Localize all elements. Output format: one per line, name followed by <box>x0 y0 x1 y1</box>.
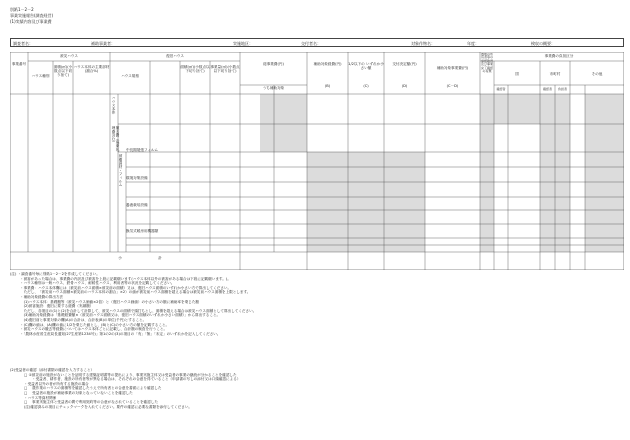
check-text: 農作業のハウスの面積等を確認したうえで所有者との合意を書面により確認した <box>28 386 162 391</box>
col-assoc-no: 事業番号 <box>11 62 27 66</box>
item-env-label: 環境対策設備 <box>126 176 148 180</box>
col-prefecture: 市町村 <box>549 72 561 76</box>
note-line: (3)補助対象経費は「基礎経費額×（被災前ハウス面積又は、復旧ハウス面積のいずれか小さい面積）」から算出すること。 <box>20 313 221 318</box>
check-text: 事業実施主体と受益者の間で利用契約等の合意がなされていることを確認した <box>28 400 158 405</box>
info-operator: 補助事業者： <box>91 41 115 46</box>
check-text: (注)確認済みの項目にチェックマークを入れてください。要件の確認に必要な書類を添付してください。 <box>24 404 193 409</box>
section-2 <box>10 368 624 409</box>
form-number: 別紙1－2－2 <box>10 7 34 12</box>
col-eligible: 農地の所有者等の承認取得及び事業完了確認の有無 <box>480 53 493 74</box>
main-table <box>10 52 624 270</box>
form-title: 事業実施報告(調査経営) <box>10 13 54 18</box>
note-line: ただし、「被災前ハウス面積×被災前のハウス本体の割合」×2）の値が被災前ハウス面積を超える場合は被災前ハウス面積を上限とします。 <box>20 290 251 295</box>
col-max-rate: 1/2以下の いずれか小さい額 <box>348 62 384 71</box>
col-other: その他 <box>591 72 603 76</box>
group-restored-house: 復旧ハウス <box>166 54 184 58</box>
group-cost-breakdown: 事業費の負担区分 <box>544 54 574 58</box>
info-year: 年度： <box>467 41 479 46</box>
item-film-label: 中長期展張フィルム <box>126 148 158 152</box>
subtotal-small: 小 <box>118 256 122 260</box>
col-confirm-c: 負担者 <box>557 87 567 91</box>
col-of-which: うち補助対象 <box>262 86 285 90</box>
note-line: (1)ハウス本体：基礎額等（被災ハウス価値×2倍）と（復旧ハウス価値）の小さい方の額に補助率を乗じた額 <box>20 299 199 304</box>
check-text: ①被災前の施設がないことを証明する建築証明書等の提出により、事業実施主体又は受益者の事業の継続が分かることを確認した <box>28 372 237 377</box>
col-area-r1: 面積(㎡)(小数点以下切り捨て) <box>180 65 210 74</box>
col-area-old: 面積(㎡)(小数点以下切り捨て) <box>53 65 73 78</box>
info-bar <box>10 38 624 47</box>
info-surveyor: 調査者名： <box>13 41 33 46</box>
note-line: ・補助対象経費の算出方法 <box>20 294 64 299</box>
col-grant-amount: 交付決定額(円) <box>392 62 417 66</box>
col-subsidy-cost: 補助対象経費(円) <box>313 62 342 66</box>
group-damaged-house: 被災ハウス <box>60 54 78 58</box>
col-confirm-a: 確認者 <box>496 87 506 91</box>
check-note <box>10 405 624 410</box>
note-line: ・ハウス種別は一般ハウス、鉄骨ハウス、耐候性ハウス、利用者等の状況を記載してください。 <box>20 281 175 286</box>
note-line: ・(C)欄の値は、(A)欄の値に1/2を乗じた値とし、(B)と(C)の小さい方の額を記載すること。 <box>20 322 170 327</box>
info-completion: 検収の概要： <box>531 41 555 46</box>
check-text: ・受益者、耕作者、施設の所有者等が異なる場合は、それぞれの合意を得ていること（申請書の写しの添付又は口頭確認による） <box>32 377 241 382</box>
info-crop: 対象作物名： <box>411 41 435 46</box>
item-cult-label: 養液栽培設備 <box>126 203 148 207</box>
info-receiver: 交付者名： <box>301 41 321 46</box>
col-total-cost: 総事業費(円) <box>263 62 284 66</box>
note-line: (注) ・調査番号毎に別紙1－2－2を作成してください。 <box>10 272 100 276</box>
note-line: ・「農林水産省生産局長通知(27生産第1234号)」第1の2の(3)の項目の「有」「無」「未定」のいずれかを記入してください。 <box>20 331 221 336</box>
col-grant-d: (D) <box>401 84 408 88</box>
form-subtitle: (1)実績内容及び事業費 <box>10 19 52 24</box>
subtotal-total: 計 <box>158 256 162 260</box>
notes-block <box>10 272 624 336</box>
check-text: 受益者の施設が補助事業の対象となっていないことを確認した <box>28 390 133 395</box>
note-line: ・被災ハウスの撤去等経費についてはハウス本体ごとに記載し、合計額の検査を行うこと。 <box>20 327 168 332</box>
col-house-spec: ハウス規格 <box>121 74 139 78</box>
col-max-c: (C) <box>363 84 369 88</box>
item-house-main: ハウス本体 <box>112 96 116 114</box>
note-line: ・事業費：ハウス本体欄には（被災前ハウス面積×被災前の面積）又は、復旧ハウス面積のいずれか小さい方で算出してください。 <box>20 285 232 290</box>
col-country: 国 <box>515 72 519 76</box>
note-line: ただし、各項目の(1)と(2)を合計して計算して、被災ハウスの面積で頭打ちとし、面積を超える場合は被災ハウス面積として算出してください。 <box>20 308 257 313</box>
section-2-title: (2)受益者の確認（添付書類の確認を入力すること） <box>10 368 95 372</box>
info-area: 実施地区： <box>233 41 253 46</box>
col-gap-label: 補助対象事業費(円) <box>436 66 469 70</box>
check-text: ・受益者以外の者が所有する施設の場合 <box>24 381 89 386</box>
checkbox-icon[interactable]: □ <box>24 372 28 377</box>
note-line: ・被害があった場合は、事業費の内訳及び被害を上段に記載願います(ハウス本体以外の被害がある場合は下段に記載願います。)。 <box>20 276 231 281</box>
note-line: (4)復旧前と事業対象の欄(A)の合計は、合計表(B)の単位(千円)とすること。 <box>20 317 147 322</box>
item-removal: 撤去費（廃棄処理費含む） <box>112 126 120 152</box>
item-misc-label: 換気式暖房用機器類 <box>126 229 159 233</box>
col-confirm-b: 確認者 <box>542 87 552 91</box>
check-text: ・ハウス等資材関係 <box>24 395 57 400</box>
col-subsidy-b: (B) <box>324 84 331 88</box>
col-house-type: ハウス種別 <box>31 74 50 78</box>
col-gap-cd: (C－D) <box>446 84 459 88</box>
checkbox-icon[interactable]: □ <box>24 386 28 391</box>
col-area-r2: 事業量(㎡)(小数点以下切り捨て) <box>210 65 240 74</box>
note-line: (2)被害施設：復旧に要する経費（実績額） <box>20 304 94 309</box>
item-film: 被覆資材・フィルム <box>119 154 123 187</box>
col-area-frame: ハウス本体の主要部材(割合%) <box>73 65 110 74</box>
checkbox-icon[interactable]: □ <box>24 400 28 405</box>
checkbox-icon[interactable]: □ <box>24 390 28 395</box>
